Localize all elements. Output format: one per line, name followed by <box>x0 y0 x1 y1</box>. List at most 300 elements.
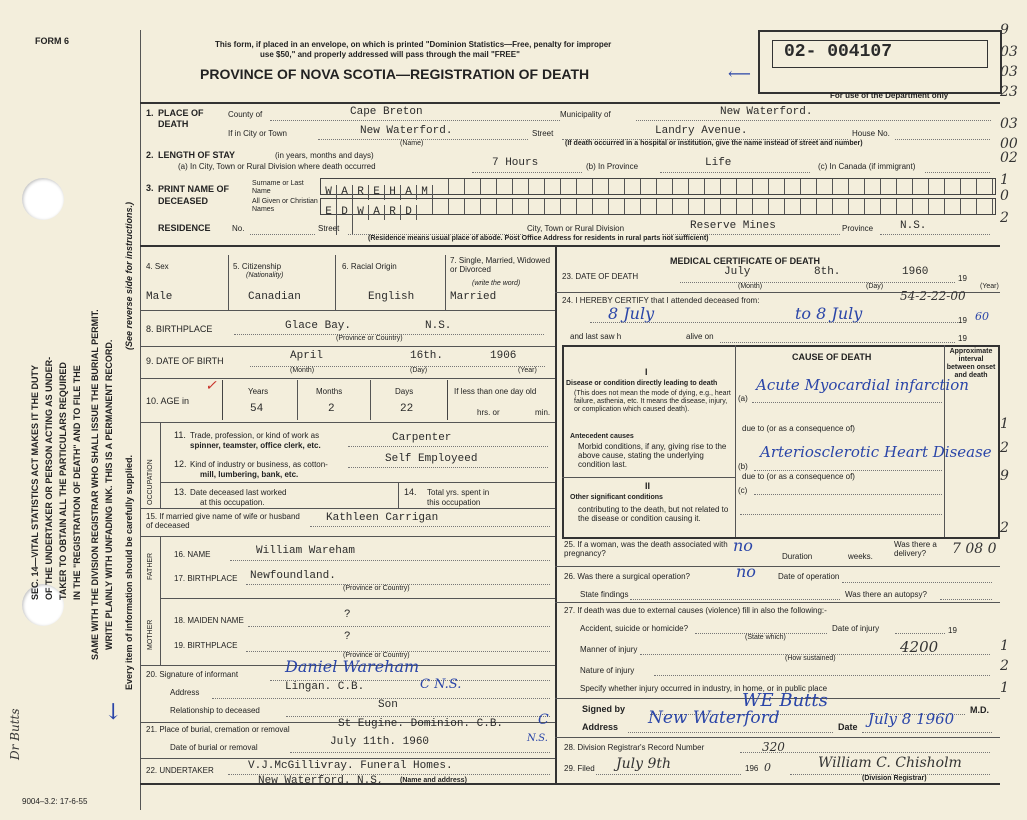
cause-b-line <box>754 470 942 471</box>
q24-label: 24. I HEREBY CERTIFY that I attended deceased from: <box>562 296 760 305</box>
q11-label-a: Trade, profession, or kind of work as <box>190 431 320 440</box>
disease-label: Disease or condition directly leading to death <box>566 380 718 387</box>
q13-label-b: at this occupation. <box>200 498 265 507</box>
surname-letter-cell <box>817 179 833 194</box>
col-sep-2 <box>335 255 336 310</box>
alive-on-label: alive on <box>686 332 714 341</box>
alive-on-line <box>720 342 955 343</box>
marital-sub: (write the word) <box>472 280 521 287</box>
residence-note: (Residence means usual place of abode. Post Office Address for residents in rural parts not sufficient) <box>368 235 709 242</box>
mother-maiden-value: ? <box>344 609 351 621</box>
margin-code: 03 <box>1000 64 1018 80</box>
surname-letter-cell <box>785 179 801 194</box>
q29-date: July 9th <box>616 756 672 772</box>
col-sep-1 <box>228 255 229 310</box>
given-label: All Given or Christian Names <box>252 198 318 213</box>
q11-num: 11. <box>174 430 186 440</box>
margin-code: 9 <box>1000 468 1009 484</box>
medical-title: MEDICAL CERTIFICATE OF DEATH <box>670 256 820 266</box>
registration-number: 02- 004107 <box>784 42 893 62</box>
rule-after-spouse <box>140 536 555 537</box>
surname-letter-cell <box>657 179 673 194</box>
given-name-letter-cell <box>769 199 785 214</box>
surname-letter-cell <box>897 179 913 194</box>
q27-state-which: (State which) <box>745 634 786 641</box>
dod-month-note: (Month) <box>738 283 763 290</box>
surname-letter-cell <box>449 179 465 194</box>
q26-date-line <box>842 582 992 583</box>
q28-value: 320 <box>762 740 785 754</box>
q27-date-injury-label: Date of injury <box>832 624 880 633</box>
registrar-signature: William C. Chisholm <box>818 755 962 771</box>
hospital-note: (If death occurred in a hospital or institution, give the name instead of street and number) <box>565 140 863 147</box>
cause-c-line <box>754 494 942 495</box>
given-name-letter-cell <box>913 199 929 214</box>
birthplace-note: (Province or Country) <box>336 335 403 342</box>
q12-line <box>348 467 548 468</box>
given-name-letter-cell: W <box>353 205 369 220</box>
surname-letter-cell <box>625 179 641 194</box>
spouse-label: 15. If married give name of wife or husband of deceased <box>146 512 300 530</box>
physician-signature: WE Butts <box>742 690 828 711</box>
surname-letter-cell: M <box>417 185 433 200</box>
surname-letter-cell <box>769 179 785 194</box>
margin-text-4: IN THE "REGISTRATION OF DEATH" AND TO FILE THE <box>72 365 82 600</box>
attend-to: to 8 July <box>795 304 863 323</box>
stay-b-label: (b) In Province <box>586 162 639 171</box>
other-conditions-note: contributing to the death, but not related to the disease or condition causing it. <box>578 505 729 523</box>
given-name-letter-cell <box>449 199 465 214</box>
street-value: Landry Avenue. <box>655 125 748 137</box>
q26-findings-label: State findings <box>580 590 629 599</box>
father-side-label: FATHER <box>147 552 154 580</box>
surname-label: Surname or Last Name <box>252 180 304 195</box>
racial-label: 6. Racial Origin <box>342 262 397 271</box>
form-title: PROVINCE OF NOVA SCOTIA—REGISTRATION OF DEATH <box>200 66 590 82</box>
stay-c-label: (c) In Canada (if immigrant) <box>818 162 916 171</box>
margin-text-1: SEC. 14—VITAL STATISTICS ACT MAKES IT THE DUTY <box>30 364 40 600</box>
part-two-label: II <box>645 481 651 491</box>
form-left-border <box>140 30 141 810</box>
margin-text-2: OF THE UNDERTAKER OR PERSON ACTING AS UNDER- <box>44 356 54 600</box>
cod-sep-2 <box>944 345 945 537</box>
informant-signature: Daniel Wareham <box>285 657 420 676</box>
given-name-letter-cell <box>737 199 753 214</box>
antecedent-label: Antecedent causes <box>570 433 634 440</box>
given-name-letter-cell <box>881 199 897 214</box>
signed-date-label: Date <box>838 722 858 732</box>
stay-b-line <box>660 172 810 173</box>
dept-use-note: For use of the Department only <box>830 91 949 100</box>
footer-code: 9004–3.2: 17-6-55 <box>22 797 88 806</box>
margin-code: 03 <box>1000 44 1018 60</box>
burial-place-value: St Eugine. Dominion. C.B. <box>338 718 504 730</box>
street-label: Street <box>532 129 554 138</box>
min-label: min. <box>535 408 551 417</box>
dob-month: April <box>290 350 324 362</box>
given-name-letter-cell <box>337 220 353 235</box>
rule-after-occupation <box>140 508 555 509</box>
age-years-label: Years <box>248 387 269 396</box>
place-of-death-label: PLACE OF DEATH <box>158 108 204 129</box>
surname-letter-cell <box>977 179 993 194</box>
q12-label-a: Kind of industry or business, as cotton- <box>190 460 328 469</box>
surname-letter-cell <box>593 179 609 194</box>
q14-num: 14. <box>404 487 417 497</box>
given-name-letter-cell: E <box>321 205 337 220</box>
notice-line-2: use $50," and properly addressed will pass through the mail "FREE" <box>260 50 520 59</box>
age-label: 10. AGE in <box>146 396 190 406</box>
cod-title: CAUSE OF DEATH <box>792 352 872 362</box>
stay-c-line <box>925 172 990 173</box>
q11-value: Carpenter <box>392 432 452 444</box>
surname-letter-cell <box>577 179 593 194</box>
age-check-mark: ✓ <box>205 378 217 394</box>
given-name-letter-cell <box>673 199 689 214</box>
rule-father-mother <box>160 598 555 599</box>
q27-nature-line <box>654 675 990 676</box>
surname-letter-cell <box>609 179 625 194</box>
q28-line <box>740 752 990 753</box>
father-bp-label: 17. BIRTHPLACE <box>174 574 238 583</box>
city-label: If in City or Town <box>228 129 287 138</box>
age-days-value: 22 <box>400 403 414 415</box>
father-bp-value: Newfoundland. <box>250 570 336 582</box>
citizenship-value: Canadian <box>248 291 301 303</box>
q27-manner-label: Manner of injury <box>580 645 638 654</box>
q27-label: 27. If death was due to external causes (violence) fill in also the following:- <box>564 606 827 615</box>
q24-line <box>590 322 960 323</box>
q25-code: 7 08 0 <box>952 541 997 557</box>
given-name-letter-cell <box>705 199 721 214</box>
municipality-line <box>636 120 991 121</box>
surname-letter-cell <box>865 179 881 194</box>
margin-code: 00 <box>1000 136 1018 152</box>
given-name-letter-cell <box>801 199 817 214</box>
registration-number-box <box>758 30 1002 94</box>
rule-top <box>140 102 1000 104</box>
spouse-value: Kathleen Carrigan <box>326 512 439 524</box>
mother-side-label: MOTHER <box>147 619 154 650</box>
sex-label: 4. Sex <box>146 262 169 271</box>
dob-label: 9. DATE OF BIRTH <box>146 356 224 366</box>
notice-line-1: This form, if placed in an envelope, on which is printed "Dominion Statistics—Free, penalty for improper <box>215 40 612 49</box>
surname-letter-cell <box>433 179 449 194</box>
given-name-letter-cell <box>945 199 961 214</box>
given-name-letter-cell <box>785 199 801 214</box>
md-label: M.D. <box>970 705 989 715</box>
q12-num: 12. <box>174 459 187 469</box>
approx-interval-label: Approximate interval between onset and death <box>946 348 996 379</box>
surname-letter-cell <box>849 179 865 194</box>
q27-code: 4200 <box>900 638 939 656</box>
q24-nineteen: 19 <box>958 316 967 325</box>
surname-letter-cell <box>465 179 481 194</box>
due-to-b: due to (or as a consequence of) <box>742 472 855 481</box>
margin-code: 1 <box>1000 416 1009 432</box>
signed-date-line <box>862 732 992 733</box>
residence-no-label: No. <box>232 224 245 233</box>
dod-day: 8th. <box>814 266 841 278</box>
birthplace-province: N.S. <box>425 320 452 332</box>
given-name-letter-cell <box>465 199 481 214</box>
margin-code: 1 <box>1000 172 1009 188</box>
occupation-side-line <box>160 422 161 508</box>
margin-code: 1 <box>1000 638 1009 654</box>
birthplace-label: 8. BIRTHPLACE <box>146 324 213 334</box>
parents-side-line <box>160 536 161 666</box>
surname-letter-cell <box>833 179 849 194</box>
citizenship-sub: (Nationality) <box>246 272 284 279</box>
age-sep-1 <box>297 380 298 420</box>
q11-label-b: spinner, teamster, office clerk, etc. <box>190 441 321 450</box>
cod-part2-rule <box>562 477 735 478</box>
q27-specify-label: Specify whether injury occurred in industry, in home, or in public place <box>580 684 828 693</box>
father-bp-note: (Province or Country) <box>343 585 410 592</box>
given-name-letter-cell: R <box>385 205 401 220</box>
q27-accident-label: Accident, suicide or homicide? <box>580 624 689 633</box>
given-name-letter-cell <box>497 199 513 214</box>
attend-from: 8 July <box>608 304 655 323</box>
burial-label: 21. Place of burial, cremation or removal <box>146 725 290 734</box>
cod-sep-1 <box>735 345 736 537</box>
age-months-label: Months <box>316 387 343 396</box>
burial-date-hw: N.S. <box>527 733 548 744</box>
signed-by-label: Signed by <box>582 704 626 714</box>
given-name-letter-cell <box>625 199 641 214</box>
stay-sub: (in years, months and days) <box>275 151 374 160</box>
name-note: (Name) <box>400 140 424 147</box>
q13-label-a: Date deceased last worked <box>190 488 287 497</box>
rule-q26 <box>555 566 1000 567</box>
surname-letter-cell <box>545 179 561 194</box>
given-name-letter-cell <box>433 199 449 214</box>
stay-a-line <box>472 172 582 173</box>
margin-code: 1 <box>1000 680 1009 696</box>
less-than-day-label: If less than one day old <box>454 387 537 396</box>
surname-letter-cell: E <box>369 185 385 200</box>
birthplace-value: Glace Bay. <box>285 320 352 332</box>
county-value: Cape Breton <box>350 106 423 118</box>
spouse-line <box>310 526 550 527</box>
residence-province-value: N.S. <box>900 220 927 232</box>
dr-note: Dr Butts <box>8 708 22 760</box>
dod-month: July <box>724 266 751 278</box>
rule-after-personal <box>140 310 555 311</box>
dod-year-note: (Year) <box>980 283 999 290</box>
given-name-letter-cell <box>865 199 881 214</box>
punch-hole-top <box>22 178 64 220</box>
rule-after-dob <box>140 378 555 379</box>
margin-text-3: TAKER TO OBTAIN ALL THE PARTICULARS REQUIRED <box>58 362 68 600</box>
q29-date-line <box>596 774 741 775</box>
given-name-letter-cell <box>753 199 769 214</box>
relationship-label: Relationship to deceased <box>170 706 260 715</box>
county-label: County of <box>228 110 263 119</box>
pen-mark: ↓ <box>104 700 123 725</box>
residence-no-line <box>250 234 315 235</box>
stay-a-label: (a) In City, Town or Rural Division where death occurred <box>178 162 376 171</box>
q26-autopsy-line <box>940 599 992 600</box>
surname-letter-cell <box>641 179 657 194</box>
margin-code: 2 <box>1000 658 1009 674</box>
surname-letter-cell <box>753 179 769 194</box>
cause-a-label: (a) <box>738 394 748 403</box>
given-name-letter-cell <box>849 199 865 214</box>
marital-label: 7. Single, Married, Widowed or Divorced <box>450 256 551 274</box>
q25-weeks-label: weeks. <box>848 552 873 561</box>
municipality-label: Municipality of <box>560 110 611 119</box>
given-name-letter-cell <box>961 199 977 214</box>
q25-delivery-label: Was there a delivery? <box>894 540 937 558</box>
age-days-label: Days <box>395 387 414 396</box>
margin-code: 2 <box>1000 520 1009 536</box>
q25-label: 25. If a woman, was the death associated with pregnancy? <box>564 540 728 558</box>
q29-year-label: 196 <box>745 764 759 773</box>
q27-date-line <box>895 633 945 634</box>
physician-address-label: Address <box>582 722 619 732</box>
surname-letter-cell <box>561 179 577 194</box>
cause-a-line <box>752 402 942 403</box>
q25-value: no <box>733 536 753 555</box>
house-label: House No. <box>852 129 890 138</box>
antecedent-note: Morbid conditions, if any, giving rise to the above cause, stating the underlying condition last. <box>578 442 727 469</box>
age-months-value: 2 <box>328 403 335 415</box>
stay-label: LENGTH OF STAY <box>158 150 236 160</box>
relationship-value: Son <box>378 699 398 711</box>
county-line <box>270 120 560 121</box>
given-name-letter-cell <box>513 199 529 214</box>
q23-nineteen: 19 <box>958 274 967 283</box>
due-to-a: due to (or as a consequence of) <box>742 424 855 433</box>
q26-findings-line <box>630 599 840 600</box>
q3-num: 3. <box>146 183 154 193</box>
physician-address: New Waterford <box>648 708 780 728</box>
given-name-letter-cell <box>721 199 737 214</box>
given-name-grid <box>320 198 996 218</box>
q23-line <box>680 282 955 283</box>
residence-street-label: Street <box>318 224 340 233</box>
father-name-line <box>230 560 550 561</box>
given-name-letter-cell <box>561 199 577 214</box>
surname-letter-cell: H <box>385 185 401 200</box>
col-sep-3 <box>445 255 446 310</box>
form-number: FORM 6 <box>35 36 70 46</box>
q12-value: Self Employeed <box>385 453 478 465</box>
signed-date: July 8 1960 <box>868 710 955 728</box>
stay-b-value: Life <box>705 157 732 169</box>
q13-num: 13. <box>174 487 187 497</box>
q24-code: 54-2-22-00 <box>900 289 966 303</box>
given-name-letter-cell <box>689 199 705 214</box>
municipality-value: New Waterford. <box>720 106 813 118</box>
dob-day-note: (Day) <box>410 367 428 374</box>
print-name-label: PRINT NAME OF DECEASED <box>158 184 229 206</box>
margin-text-6: WRITE PLAINLY WITH UNFADING INK. THIS IS A PERMANENT RECORD. <box>104 339 114 650</box>
physician-address-line <box>628 732 833 733</box>
racial-value: English <box>368 291 415 303</box>
rule-q27 <box>555 602 1000 603</box>
given-name-letter-cell <box>897 199 913 214</box>
age-years-value: 54 <box>250 403 264 415</box>
q2-num: 2. <box>146 150 154 160</box>
dob-day: 16th. <box>410 350 444 362</box>
age-sep-2 <box>370 380 371 420</box>
cause-a-value: Acute Myocardial infarction <box>756 376 969 394</box>
q12-label-b: mill, lumbering, bank, etc. <box>200 470 299 479</box>
house-line <box>895 139 990 140</box>
undertaker-label: 22. UNDERTAKER <box>146 766 214 775</box>
stay-a-value: 7 Hours <box>492 157 539 169</box>
cause-b-value: Arteriosclerotic Heart Disease <box>760 443 992 461</box>
margin-text-7: Every item of information should be carefully supplied. <box>124 454 134 690</box>
given-name-letter-cell <box>929 199 945 214</box>
q26-value: no <box>736 562 756 581</box>
given-name-letter-cell <box>545 199 561 214</box>
given-name-letter-cell <box>641 199 657 214</box>
dod-day-note: (Day) <box>866 283 884 290</box>
residence-label: RESIDENCE <box>158 223 211 233</box>
surname-letter-cell <box>529 179 545 194</box>
surname-letter-cell <box>945 179 961 194</box>
margin-code: 23 <box>1000 84 1018 100</box>
margin-code: 2 <box>1000 210 1009 226</box>
q26-date-op-label: Date of operation <box>778 572 840 581</box>
father-name-value: William Wareham <box>256 545 356 557</box>
given-name-letter-cell <box>977 199 993 214</box>
marital-value: Married <box>450 291 497 303</box>
informant-address-value: Lingan. C.B. <box>285 681 365 693</box>
given-name-letter-cell <box>593 199 609 214</box>
margin-code: 0 <box>1000 188 1009 204</box>
given-name-letter-cell: A <box>369 205 385 220</box>
burial-place-hw: C <box>538 712 549 728</box>
mother-bp-label: 19. BIRTHPLACE <box>174 641 238 650</box>
burial-date-label: Date of burial or removal <box>170 743 258 752</box>
surname-letter-cell <box>481 179 497 194</box>
sex-value: Male <box>146 291 173 303</box>
margin-text-5: SAME WITH THE DIVISION REGISTRAR WHO SHALL ISSUE THE BURIAL PERMIT. <box>90 309 100 660</box>
dob-year-note: (Year) <box>518 367 537 374</box>
informant-label: 20. Signature of informant <box>146 670 239 679</box>
informant-address-label: Address <box>170 688 200 697</box>
citizenship-label: 5. Citizenship <box>233 262 282 271</box>
given-name-letter-cell: D <box>337 205 353 220</box>
q29-label: 29. Filed <box>564 764 595 773</box>
surname-letter-cell <box>721 179 737 194</box>
cause-b-label: (b) <box>738 462 748 471</box>
disease-note: (This does not mean the mode of dying, e.g., heart failure, asthenia, etc. It means the disease, injury, or complication which caused death). <box>574 390 731 413</box>
burial-date-value: July 11th. 1960 <box>330 736 430 748</box>
q27-how-sustained: (How sustained) <box>785 655 836 662</box>
mother-bp-note: (Province or Country) <box>343 652 410 659</box>
occupation-side-label: OCCUPATION <box>147 459 154 505</box>
rule-after-burial <box>140 758 555 759</box>
surname-letter-cell: A <box>401 185 417 200</box>
margin-code: 02 <box>1000 150 1018 166</box>
center-divider <box>555 245 557 783</box>
attend-year-hw: 60 <box>975 310 989 323</box>
residence-province-label: Province <box>842 224 874 233</box>
surname-letter-cell <box>705 179 721 194</box>
undertaker-address: New Waterford. N.S, <box>258 775 384 787</box>
rule-after-age <box>140 422 555 423</box>
rule-after-birthplace <box>140 346 555 347</box>
surname-letter-cell <box>913 179 929 194</box>
burial-date-line <box>290 752 550 753</box>
dod-year: 1960 <box>902 266 929 278</box>
q1-num: 1. <box>146 108 154 118</box>
